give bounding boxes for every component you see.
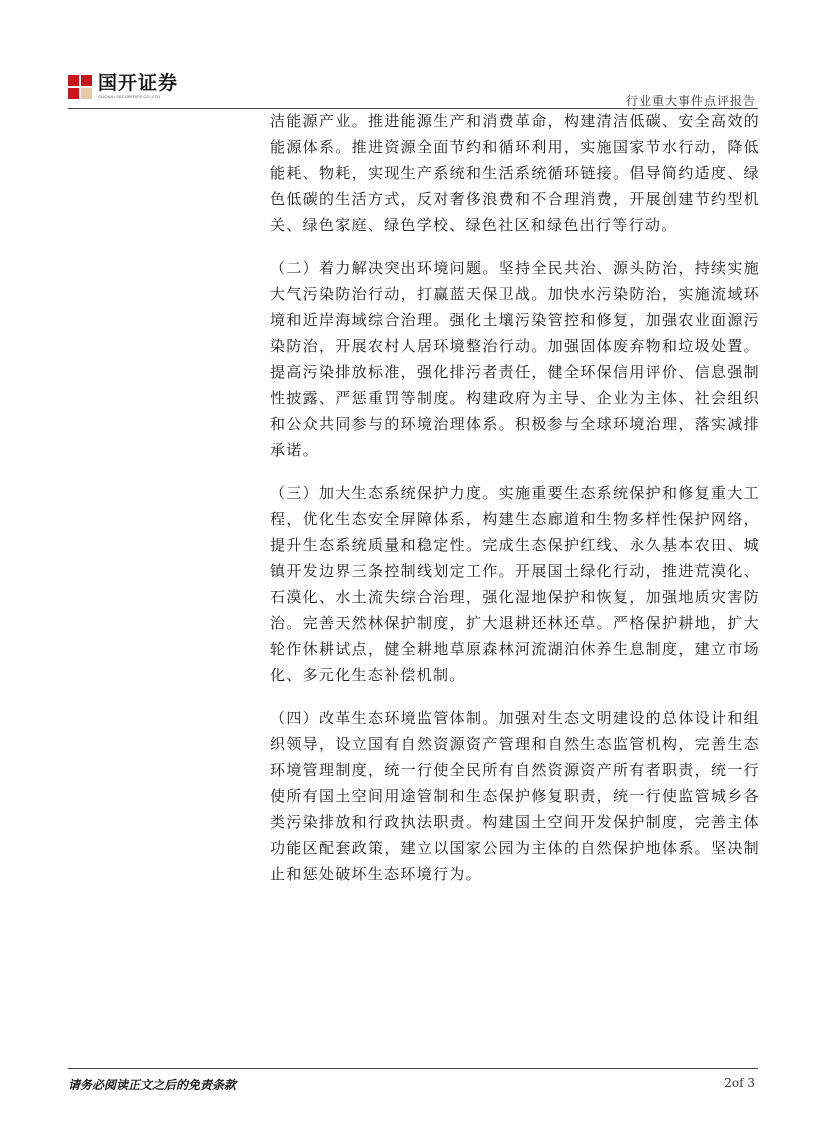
logo-mark-icon — [68, 75, 92, 99]
body-paragraph: （三）加大生态系统保护力度。实施重要生态系统保护和修复重大工程，优化生态安全屏障体系，构建生态廊道和生物多样性保护网络，提升生态系统质量和稳定性。完成生态保护红线、永久基本农田、城镇开发边界三条控制线划定工作。开展国土绿化行动，推进荒漠化、石漠化、水土流失综合治理，强化湿地保护和恢复，加强地质灾害防治。完善天然林保护制度，扩大退耕还林还草。严格保护耕地，扩大轮作休耕试点，健全耕地草原森林河流湖泊休养生息制度，建立市场化、多元化生态补偿机制。 — [270, 484, 760, 684]
brand-name: 国开证券 — [98, 72, 179, 94]
body-paragraph: （四）改革生态环境监管体制。加强对生态文明建设的总体设计和组织领导，设立国有自然资源资产管理和自然生态监管机构，完善生态环境管理制度，统一行使全民所有自然资源资产所有者职责，统一行使所有国土空间用途管制和生态保护修复职责，统一行使监管城乡各类污染排放和行政执法职责。构建国土空间开发保护制度，完善主体功能区配套政策，建立以国家公园为主体的自然保护地体系。坚决制止和惩处破坏生态环境行为。 — [270, 709, 760, 883]
body-paragraph: 洁能源产业。推进能源生产和消费革命，构建清洁低碳、安全高效的能源体系。推进资源全面节约和循环利用，实施国家节水行动，降低能耗、物耗，实现生产系统和生活系统循环链接。倡导简约适度、绿色低碳的生活方式，反对奢侈浪费和不合理消费，开展创建节约型机关、绿色家庭、绿色学校、绿色社区和绿色出行等行动。 — [270, 112, 760, 234]
company-logo — [68, 74, 178, 99]
report-type-label: 行业重大事件点评报告 — [625, 94, 756, 108]
page-header — [68, 72, 758, 108]
page-number: 2of 3 — [724, 1076, 755, 1090]
disclaimer-note: 请务必阅读正文之后的免责条款 — [68, 1078, 237, 1092]
document-body — [270, 108, 760, 904]
footer-divider — [68, 1068, 758, 1069]
brand-subtitle: GUOKAI SECURITIES CO.,LTD — [98, 94, 161, 99]
body-paragraph: （二）着力解决突出环境问题。坚持全民共治、源头防治，持续实施大气污染防治行动，打赢蓝天保卫战。加快水污染防治，实施流域环境和近岸海域综合治理。强化土壤污染管控和修复，加强农业面源污染防治，开展农村人居环境整治行动。加强固体废弃物和垃圾处置。提高污染排放标准，强化排污者责任，健全环保信用评价、信息强制性披露、严惩重罚等制度。构建政府为主导、企业为主体、社会组织和公众共同参与的环境治理体系。积极参与全球环境治理，落实减排承诺。 — [270, 259, 760, 459]
